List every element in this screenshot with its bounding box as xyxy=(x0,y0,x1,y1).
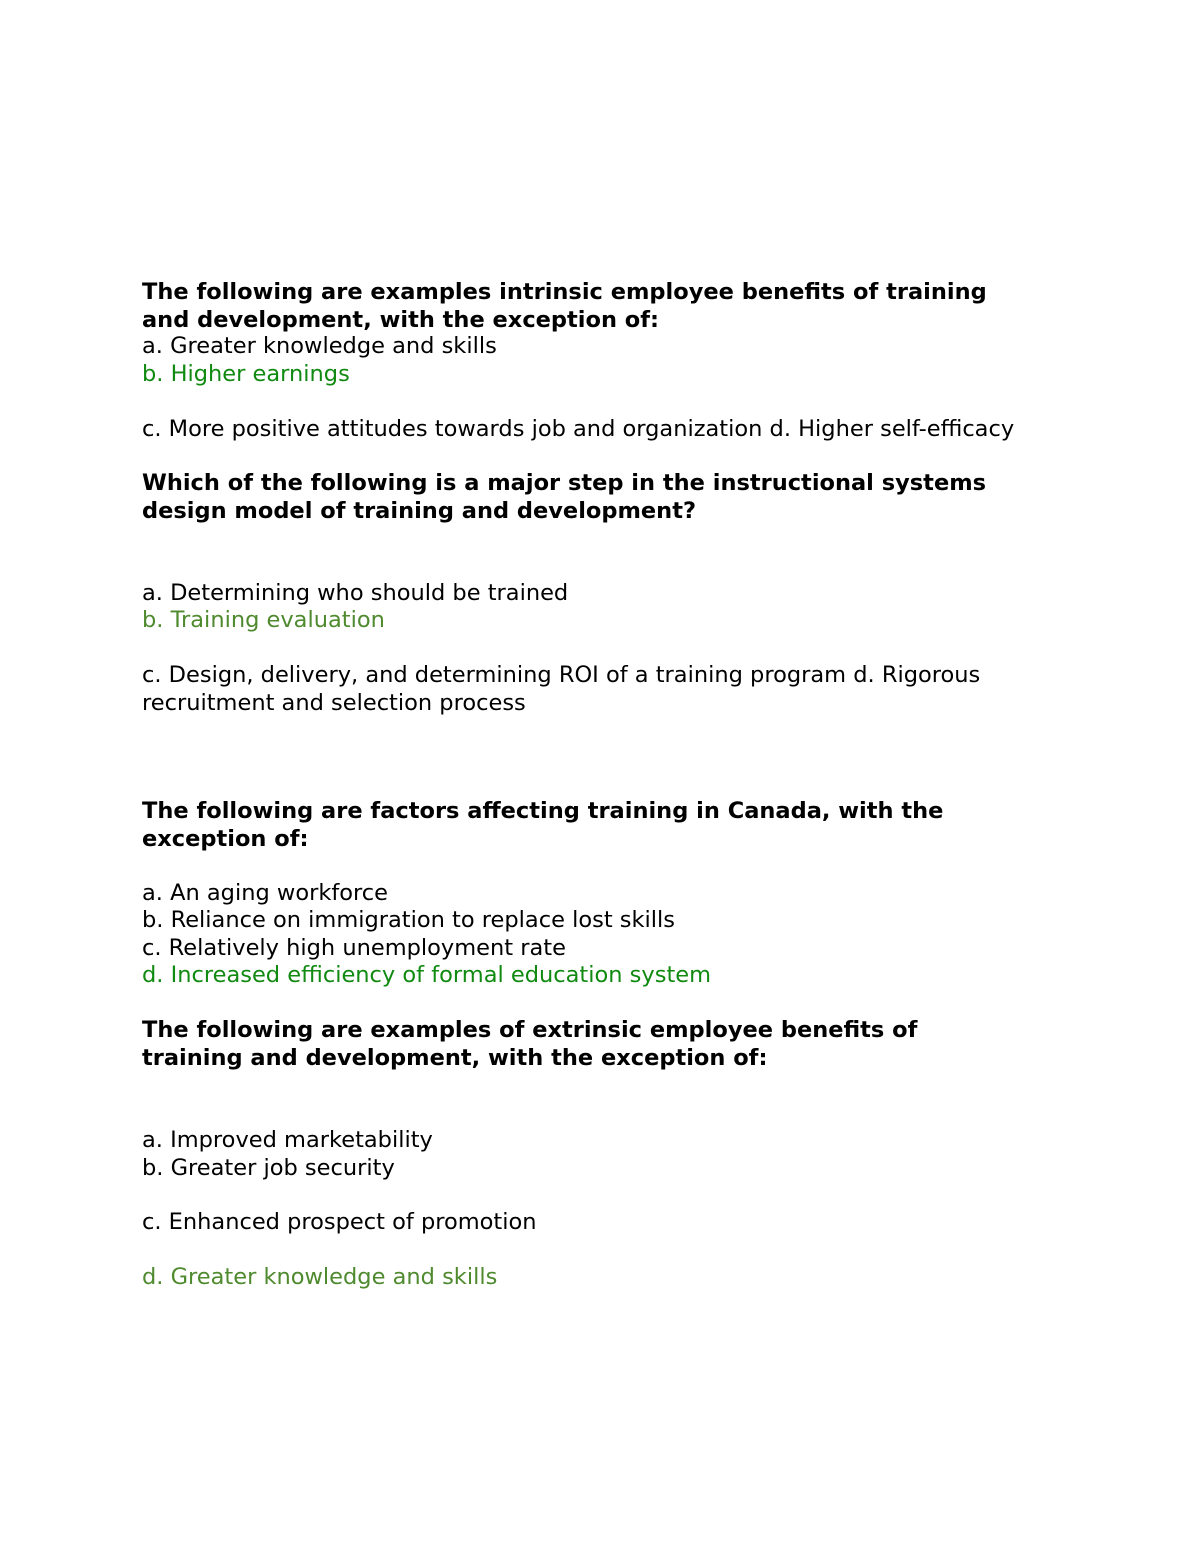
question-2-option-cd-line-1: c. Design, delivery, and determining ROI of a training program d. Rigorous xyxy=(142,662,981,688)
question-3-option-b: b. Reliance on immigration to replace lost skills xyxy=(142,907,676,933)
question-2-option-cd xyxy=(142,662,1072,717)
question-1-option-cd: c. More positive attitudes towards job and organization d. Higher self-efficacy xyxy=(142,416,1015,442)
question-1-option-a: a. Greater knowledge and skills xyxy=(142,333,497,359)
question-3-option-a: a. An aging workforce xyxy=(142,880,389,906)
question-2-option-a: a. Determining who should be trained xyxy=(142,580,569,606)
question-1-correct-answer: b. Higher earnings xyxy=(142,361,350,387)
question-2-option-cd-line-2: recruitment and selection process xyxy=(142,689,526,716)
question-4-option-c: c. Enhanced prospect of promotion xyxy=(142,1209,537,1235)
question-1-line-2: and development, with the exception of: xyxy=(142,306,660,333)
question-4-line-2: training and development, with the exception of: xyxy=(142,1044,768,1071)
question-4-correct-answer: d. Greater knowledge and skills xyxy=(142,1264,498,1290)
question-2-line-2: design model of training and development? xyxy=(142,497,696,524)
question-2-correct-answer: b. Training evaluation xyxy=(142,607,385,633)
question-4-line-1: The following are examples of extrinsic employee benefits of xyxy=(142,1017,918,1043)
question-4-option-a: a. Improved marketability xyxy=(142,1127,433,1153)
question-3-line-2: exception of: xyxy=(142,825,309,852)
question-1-line-1: The following are examples intrinsic employee benefits of training xyxy=(142,279,987,305)
question-2-text xyxy=(142,470,1072,525)
question-4-option-b: b. Greater job security xyxy=(142,1155,395,1181)
question-3-option-c: c. Relatively high unemployment rate xyxy=(142,935,566,961)
question-3-text xyxy=(142,798,1072,853)
question-1-text xyxy=(142,279,1072,334)
question-3-correct-answer: d. Increased efficiency of formal education system xyxy=(142,962,712,988)
question-3-line-1: The following are factors affecting training in Canada, with the xyxy=(142,798,944,824)
question-4-text xyxy=(142,1017,1072,1072)
question-2-line-1: Which of the following is a major step in the instructional systems xyxy=(142,470,987,496)
